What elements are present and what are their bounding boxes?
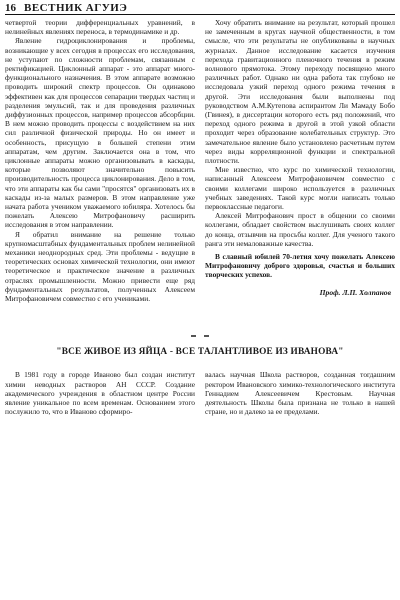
paragraph: Мне известно, что курс по химической технологии, написанный Алексеем Митрофановичем совместно с своими коллегами широко используется в различных учебных заведениях. Такой курс могли написать только первоклассные педагоги. — [205, 165, 395, 212]
paragraph: В 1981 году в городе Иваново был создан институт химии неводных растворов АН СССР. Создание академического учреждения в областном центре России явление уникальное по всем временам. Основанием этого послужило то, что в Иваново сформиро- — [5, 370, 195, 417]
upper-right-column — [205, 18, 395, 303]
paragraph: Хочу обратить внимание на результат, который прошел не замеченным в кругах научной общественности, в том смысле, что эти результаты не опубликованы в научных журналах. Данное исследование касается изучения перехода гравитационного пленочного течения в режим волнового прямотока. Этому переходу посвящено много различных работ. Однако ни одна работа так глубоко не исследовала узкий переход одного режима течения в другой. Эти исследования были выполнены под руководством А.М.Кутепова аспирантом Ли Мамаду Бобо (Гвинея), в диссертации которого есть ряд положений, что переход одного режима в другой в этой узкой области проходит через образование колебательных структур. Это замечательное явление было установлено расчетным путем через виды корреляционной функции и спектральной плотности. — [205, 18, 395, 166]
article-title: "ВСЕ ЖИВОЕ ИЗ ЯЙЦА - ВСЕ ТАЛАНТЛИВОЕ ИЗ ИВАНОВА" — [56, 347, 344, 358]
paragraph: Явление гидроциклонирования и проблемы, возникающие у всех сегодня в процессах его исследования, не уступают по сложности проблемам, связанным с ректификацией. Циклонный аппарат - это аппарат много-функционального назначения. В этом аппарате возможно проводить широкий спектр процессов. Он одинаково эффективен как для процессов сепарации твердых частиц и разделения эмульсий, так и для проведения различных диффузионных процессов, например процессов абсорбции. В нем можно проводить процессы с воздействием на них сил различной физической природы. Но он имеет и особенность, присущую в большей степени этим аппаратам, чем другим. Заключается она в том, что циклонные аппараты можно организовывать в каскады, которые позволяют значительно повысить производительность процесса циклонирования. Дело в том, что эти аппараты как бы сами "просятся" организовать их в каскады из-за малых размеров. В этом направление уже начата работа учеником уважаемого юбиляра. Хотелось бы пожелать Алексею Митрофановичу расширить исследования в этом направлении. — [5, 36, 195, 230]
lower-article — [5, 370, 395, 416]
page-header — [5, 0, 395, 15]
lower-left-column — [5, 370, 195, 416]
divider-dash — [191, 335, 196, 337]
author-signature: Проф. Л.П. Холпанов — [319, 287, 391, 297]
paragraph: Алексей Митрофанович прост в общении со своими коллегами, обладает свойством выслушивать своих коллег до конца, отзывчив на просьбы коллег. Для ученого такого ранга эти немаловажные качества. — [205, 211, 395, 248]
jubilee-wish: В славный юбилей 70-летия хочу пожелать Алексею Митрофановичу доброго здоровья, счастья и больших творческих успехов. — [205, 252, 395, 280]
paragraph: валась научная Школа растворов, созданная тогдашним ректором Ивановского химико-технологического института Геннадием Алексеевичем Крестовым. Научная деятельность Школы была признана не только в нашей стране, но и далеко за ее пределами. — [205, 370, 395, 417]
lower-right-column — [205, 370, 395, 416]
section-divider — [5, 333, 395, 339]
paragraph: Я обратил внимание на решение только крупномасштабных фундаментальных проблем нелинейной механики неоднородных сред. Эти проблемы - ведущие в теоретических основах химической технологии, они имеют теоретическое и практическое значение в различных отраслях промышленности. Можно привести еще ряд фундаментальных результатов, полученных Алексеем Митрофановичем совместно с его учениками. — [5, 229, 195, 304]
upper-left-column — [5, 18, 195, 303]
divider-dash — [204, 335, 209, 337]
paragraph: четвертой теории дифференциальных уравнений, в нелинейных явлениях переноса, в термодинамике и др. — [5, 18, 195, 37]
page-number: 16 — [5, 2, 16, 14]
upper-article — [5, 18, 395, 303]
journal-title: ВЕСТНИК АГУИЭ — [24, 2, 128, 14]
